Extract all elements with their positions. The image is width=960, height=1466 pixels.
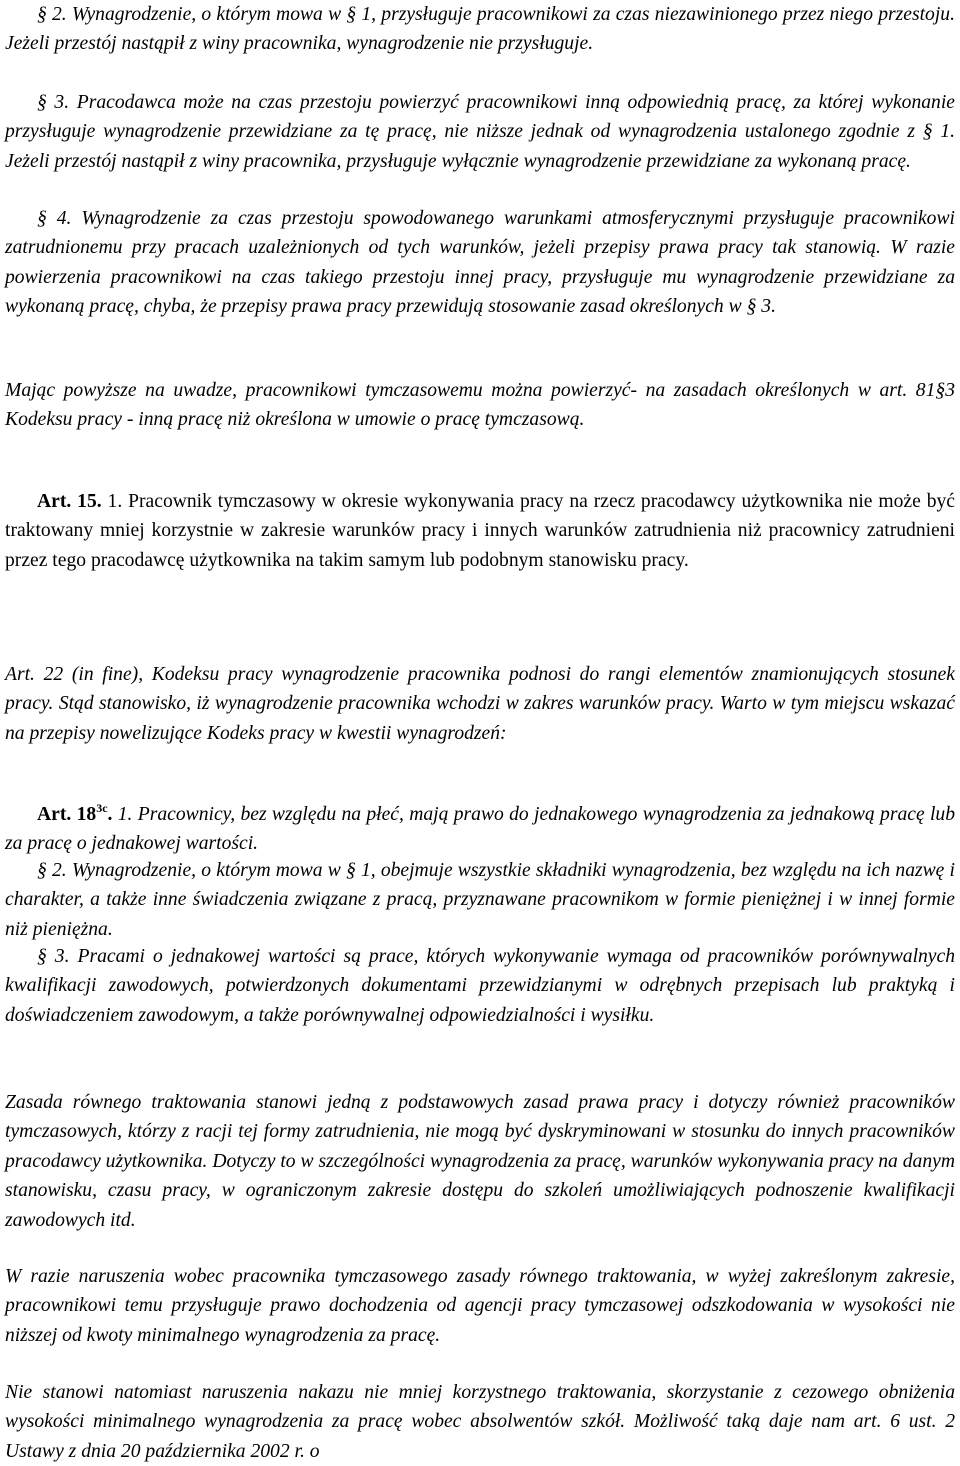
paragraph-text-continued: W razie powierzenia pracownikowi na czas takiego przestoju innej pracy, przysługuje mu wynagrodzenie przewidziane za wykonaną pracę, chyba, że przepisy prawa pracy przewidują stosowanie zasad określonych w § 3. <box>5 237 956 318</box>
paragraph-text: § 2. Wynagrodzenie, o którym mowa w § 1, obejmuje wszystkie składniki wynagrodzenia, bez względu na ich nazwę i charakter, a także inne świadczenia związane z pracą, przyznawane pracownikom w formie pieniężnej i w innej formie niż pieniężna. <box>5 860 955 940</box>
paragraph-summary <box>5 376 955 435</box>
article-superscript: 3c <box>96 801 108 815</box>
paragraph-text: Zasada równego traktowania stanowi jedną z podstawowych zasad prawa pracy i dotyczy również pracowników tymczasowych, którzy z racji tej formy zatrudnienia, nie mogą być dyskryminowani w stosunku do innych pracowników pracodawcy użytkownika. Dotyczy to w szczególności wynagrodzenia za pracę, warunków wykonywania pracy na danym stanowisku, czasu pracy, w ograniczonym zakresie dostępu do szkoleń umożliwiających podnoszenie kwalifikacji zawodowych itd. <box>5 1092 955 1231</box>
paragraph-text: Mając powyższe na uwadze, pracownikowi tymczasowemu można powierzyć- na zasadach określonych w art. 81§3 Kodeksu pracy - inną pracę niż określona w umowie o pracę tymczasową. <box>5 380 955 431</box>
paragraph-art-18-3 <box>5 942 955 1030</box>
paragraph-text: Nie stanowi natomiast naruszenia nakazu nie mniej korzystnego traktowania, skorzystanie z cezowego obniżenia wysokości minimalnego wynagrodzenia za pracę wobec absolwentów szkół. Możliwość taką daje nam art. 6 ust. 2 Ustawy z dnia 20 października 2002 r. o <box>5 1382 955 1462</box>
paragraph-text: Art. 22 (in fine), Kodeksu pracy wynagrodzenie pracownika podnosi do rangi elementów znamionujących stosunek pracy. Stąd stanowisko, iż wynagrodzenie pracownika wchodzi w zakres warunków pracy. Warto w tym miejscu wskazać na przepisy nowelizujące Kodeks pracy w kwestii wynagrodzeń: <box>5 664 955 744</box>
article-heading-dot: . <box>107 804 113 825</box>
paragraph-przestoj-2 <box>5 0 955 59</box>
paragraph-text: § 3. Pracami o jednakowej wartości są prace, których wykonywanie wymaga od pracowników porównywalnych kwalifikacji zawodowych, potwierdzonych dokumentami przewidzianymi w odrębnych przepisach lub praktyką i doświadczeniem zawodowym, a także porównywalnej odpowiedzialności i wysiłku. <box>5 946 955 1026</box>
paragraph-minimum-wage <box>5 1378 955 1466</box>
paragraph-text: Wynagrodzenie za czas przestoju spowodowanego warunkami atmosferycznymi przysługuje pracownikowi zatrudnionemu przy pracach uzależnionych od tych warunków, jeżeli przepisy prawa pracy tak stanowią. <box>5 208 955 259</box>
article-heading: Art. 18 <box>37 804 97 825</box>
paragraph-art-18-3c <box>5 800 955 859</box>
paragraph-number: § 3. <box>37 92 77 113</box>
paragraph-number: § 4. <box>37 208 82 229</box>
paragraph-text: § 2. Wynagrodzenie, o którym mowa w § 1, przysługuje pracownikowi za czas niezawinionego przez niego przestoju. Jeżeli przestój nastąpił z winy pracownika, wynagrodzenie nie przysługuje. <box>5 4 955 55</box>
paragraph-violation <box>5 1262 955 1350</box>
paragraph-przestoj-3 <box>5 88 955 176</box>
paragraph-art-15 <box>5 487 955 575</box>
article-heading: Art. 15. <box>37 491 102 512</box>
paragraph-text: 1. Pracownik tymczasowy w okresie wykonywania pracy na rzecz pracodawcy użytkownika nie może być traktowany mniej korzystnie w zakresie warunków pracy i innych warunków zatrudnienia niż pracownicy zatrudnieni przez tego pracodawcę użytkownika na takim samym lub podobnym stanowisku pracy. <box>5 491 955 571</box>
paragraph-text: W razie naruszenia wobec pracownika tymczasowego zasady równego traktowania, w wyżej zakreślonym zakresie, pracownikowi temu przysługuje prawo dochodzenia od agencji pracy tymczasowej odszkodowania w wysokości nie niższej od kwoty minimalnego wynagrodzenia za pracę. <box>5 1266 955 1346</box>
paragraph-przestoj-4 <box>5 204 955 322</box>
paragraph-art-18-2 <box>5 856 955 944</box>
paragraph-art-22 <box>5 660 955 748</box>
paragraph-equal-treatment <box>5 1088 955 1235</box>
paragraph-text: Pracodawca może na czas przestoju powierzyć pracownikowi inną odpowiednią pracę, za której wykonanie przysługuje wynagrodzenie przewidziane za tę pracę, nie niższe jednak od wynagrodzenia ustalonego zgodnie z § 1. Jeżeli przestój nastąpił z winy pracownika, przysługuje wyłącznie wynagrodzenie przewidziane za wykonaną pracę. <box>5 92 955 172</box>
paragraph-text: 1. Pracownicy, bez względu na płeć, mają prawo do jednakowego wynagrodzenia za jednakową pracę lub za pracę o jednakowej wartości. <box>5 804 955 855</box>
